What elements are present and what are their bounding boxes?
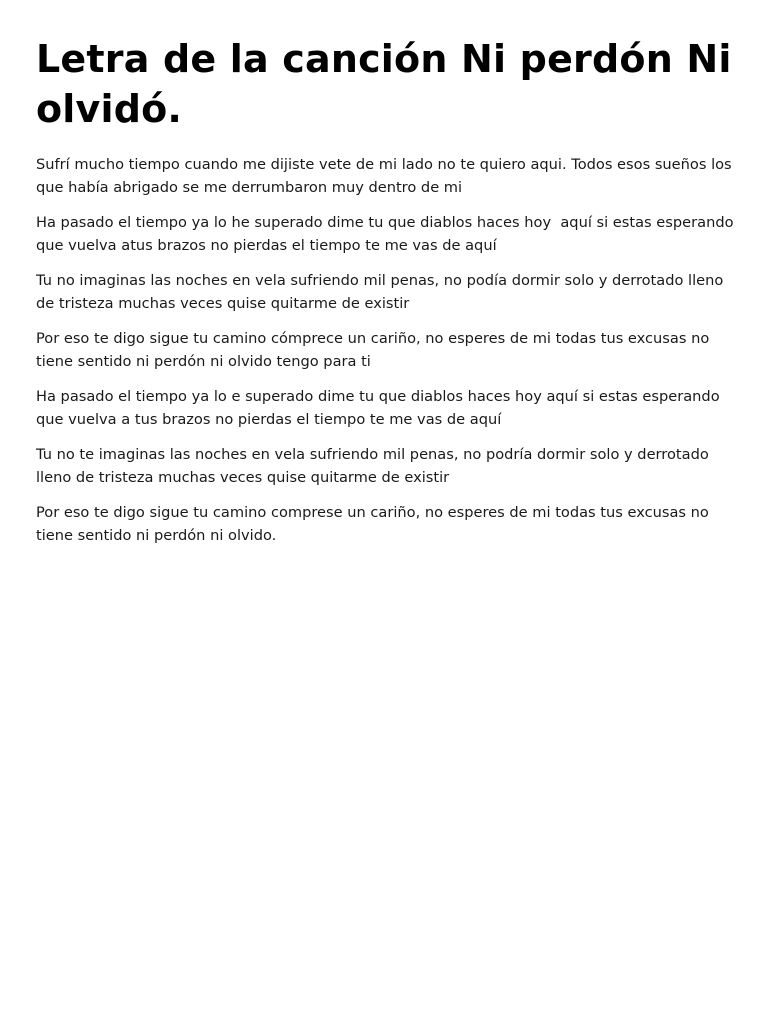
lyrics-paragraph-1: Sufrí mucho tiempo cuando me dijiste vete de mi lado no te quiero aqui. Todos esos sueños los que había abrigado se me derrumbaron muy dentro de mi	[36, 156, 737, 196]
lyrics-paragraph-5: Ha pasado el tiempo ya lo e superado dime tu que diablos haces hoy aquí si estas esperando que vuelva a tus brazos no pierdas el tiempo te me vas de aquí	[36, 388, 725, 428]
lyrics-paragraph-6: Tu no te imaginas las noches en vela sufriendo mil penas, no podría dormir solo y derrotado lleno de tristeza muchas veces quise quitarme de existir	[36, 446, 714, 486]
lyrics-paragraph-4: Por eso te digo sigue tu camino cómprece un cariño, no esperes de mi todas tus excusas no tiene sentido ni perdón ni olvido tengo para ti	[36, 330, 714, 370]
lyrics-document	[36, 34, 739, 560]
lyrics-paragraph-7: Por eso te digo sigue tu camino comprese un cariño, no esperes de mi todas tus excusas no tiene sentido ni perdón ni olvido.	[36, 504, 714, 544]
lyrics-paragraph-3: Tu no imaginas las noches en vela sufriendo mil penas, no podía dormir solo y derrotado lleno de tristeza muchas veces quise quitarme de existir	[36, 272, 728, 312]
lyrics-paragraph-2: Ha pasado el tiempo ya lo he superado dime tu que diablos haces hoy aquí si estas esperando que vuelva atus brazos no pierdas el tiempo te me vas de aquí	[36, 214, 739, 254]
page-title: Letra de la canción Ni perdón Ni olvidó.	[36, 37, 732, 131]
